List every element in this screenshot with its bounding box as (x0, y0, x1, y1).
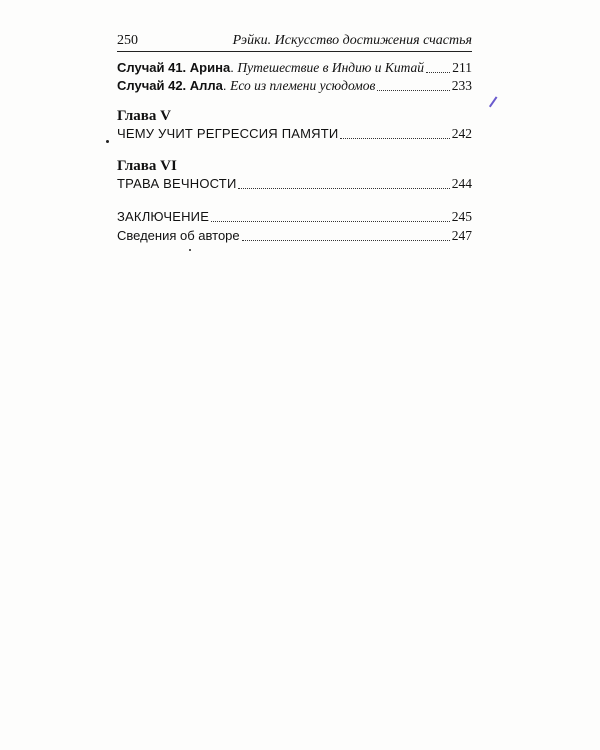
toc-entry-conclusion[interactable] (117, 209, 472, 225)
ink-speck (106, 140, 109, 143)
conclusion-page: 245 (451, 209, 472, 224)
case-42-page: 233 (451, 78, 472, 93)
toc-entry-chapter-5[interactable] (117, 126, 472, 142)
toc-entry-chapter-6[interactable] (117, 176, 472, 192)
case-41-page: 211 (452, 60, 472, 75)
leader-dots (211, 220, 450, 222)
chapter-5-heading: Глава V (117, 108, 171, 124)
leader-dots (426, 71, 450, 73)
conclusion-title: ЗАКЛЮЧЕНИЕ (117, 209, 210, 224)
case-41-title: Путешествие в Индию и Китай (237, 60, 425, 75)
case-42-number: Случай 42. Алла (117, 78, 223, 93)
about-author-page: 247 (451, 228, 472, 243)
leader-dots (238, 187, 449, 189)
page-number: 250 (117, 33, 138, 48)
case-41-separator: . (230, 60, 238, 75)
chapter-6-title: ТРАВА ВЕЧНОСТИ (117, 176, 237, 191)
about-author-title: Сведения об авторе (117, 228, 240, 243)
toc-entry-case-42[interactable] (117, 78, 472, 94)
case-42-title: Есо из племени усюдомов (230, 78, 376, 93)
leader-dots (340, 137, 449, 139)
case-42-separator: . (222, 78, 231, 93)
chapter-5-title: ЧЕМУ УЧИТ РЕГРЕССИЯ ПАМЯТИ (117, 126, 339, 141)
chapter-6-heading: Глава VI (117, 158, 177, 174)
pen-mark (489, 96, 497, 107)
running-title: Рэйки. Искусство достижения счастья (232, 33, 472, 48)
toc-entry-about-author[interactable] (117, 228, 472, 244)
ink-speck (189, 249, 191, 251)
toc-entry-case-41[interactable] (117, 60, 472, 76)
leader-dots (377, 89, 449, 91)
running-header (117, 33, 472, 52)
chapter-5-page: 242 (451, 126, 472, 141)
case-41-number: Случай 41. Арина (117, 60, 231, 75)
leader-dots (242, 239, 450, 241)
chapter-6-page: 244 (451, 176, 472, 191)
